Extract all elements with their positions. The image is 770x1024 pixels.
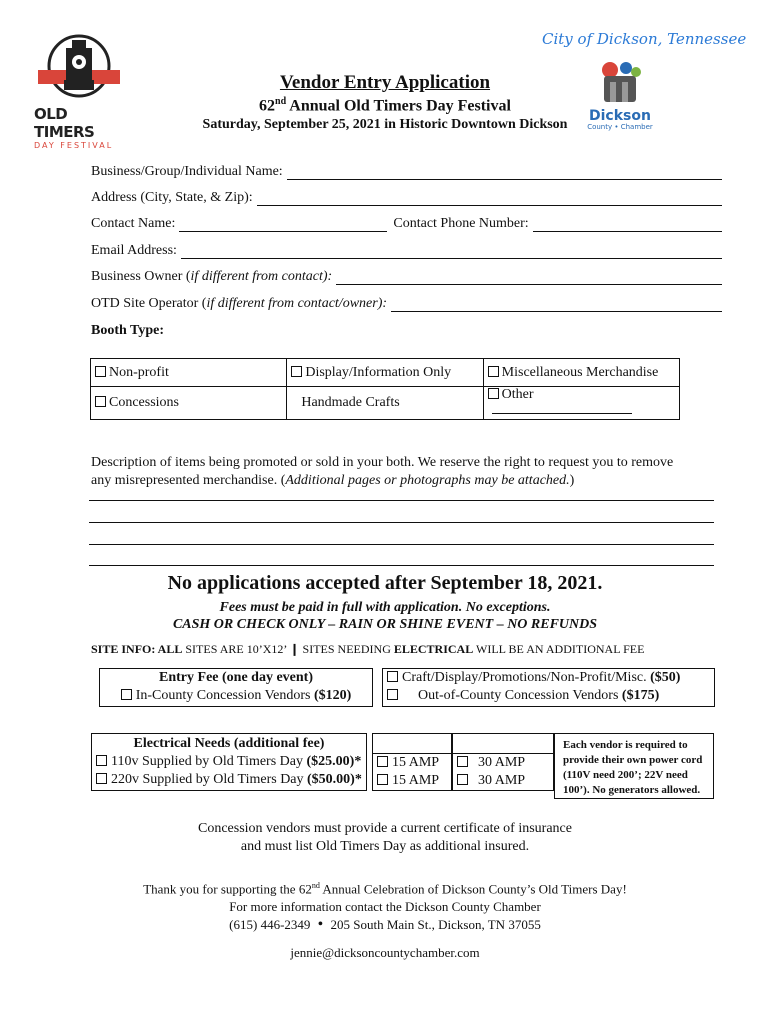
checkbox-icon[interactable] <box>377 756 388 767</box>
booth-display[interactable]: Display/Information Only <box>287 359 483 387</box>
checkbox-icon[interactable] <box>457 756 468 767</box>
booth-handmade[interactable]: Handmade Crafts <box>287 387 483 420</box>
contact-name-label: Contact Name: <box>91 216 176 231</box>
site-operator-label: OTD Site Operator (if different from contact/owner): <box>91 296 388 311</box>
description-line[interactable] <box>89 565 714 566</box>
booth-concessions[interactable]: Concessions <box>91 387 287 420</box>
checkbox-icon[interactable] <box>457 774 468 785</box>
checkbox-icon[interactable] <box>96 773 107 784</box>
110v-option[interactable]: 110v Supplied by Old Timers Day ($25.00)* <box>92 753 366 771</box>
checkbox-icon[interactable] <box>291 366 302 377</box>
footer-info: For more information contact the Dickson County Chamber <box>229 899 541 914</box>
footer-email[interactable]: jennie@dicksoncountychamber.com <box>290 945 480 960</box>
amp-15-220[interactable]: 15 AMP <box>373 772 451 790</box>
checkbox-icon[interactable] <box>387 671 398 682</box>
site-operator-field[interactable] <box>91 294 722 312</box>
checkbox-icon[interactable] <box>96 755 107 766</box>
footer-contact <box>0 916 770 934</box>
checkbox-icon[interactable] <box>387 689 398 700</box>
contact-name-input[interactable] <box>179 217 387 232</box>
business-owner-field[interactable] <box>91 267 722 285</box>
insurance-notice: Concession vendors must provide a current certificate of insurance and must list Old Timers Day as additional insured. <box>198 821 572 854</box>
booth-type-table <box>90 358 680 420</box>
amp-30-110[interactable]: 30 AMP <box>453 754 553 772</box>
business-owner-label: Business Owner (if different from contact): <box>91 269 333 284</box>
fees-notice: Fees must be paid in full with application. No exceptions. CASH OR CHECK ONLY – RAIN OR SHINE EVENT – NO REFUNDS <box>172 600 598 632</box>
city-script: City of Dickson, Tennessee <box>542 30 747 48</box>
description-text: Description of items being promoted or sold in your both. We reserve the right to request you to remove any misrepresented merchandise. (Additional pages or photographs may be attached.) <box>91 455 674 488</box>
business-name-label: Business/Group/Individual Name: <box>91 164 283 179</box>
deadline-headline: No applications accepted after September 18, 2021. <box>167 572 603 594</box>
entry-fee-box <box>99 668 373 707</box>
logo-title: OLD TIMERS <box>34 105 95 141</box>
amp-30-box <box>452 733 554 791</box>
electrical-heading: Electrical Needs (additional fee) <box>133 736 325 751</box>
logo-subtitle: DAY FESTIVAL <box>34 141 114 150</box>
vendor-fee-box <box>382 668 715 707</box>
checkbox-icon[interactable] <box>121 689 132 700</box>
checkbox-icon[interactable] <box>95 396 106 407</box>
footer-phone: (615) 446-2349 <box>229 917 311 932</box>
chamber-name: Dickson <box>589 108 651 124</box>
booth-type-label: Booth Type: <box>91 323 164 338</box>
email-field[interactable] <box>91 241 722 259</box>
address-field[interactable] <box>91 188 722 206</box>
amp-30-220[interactable]: 30 AMP <box>453 772 553 790</box>
electrical-box <box>91 733 367 791</box>
contact-row <box>91 214 722 232</box>
220v-option[interactable]: 220v Supplied by Old Timers Day ($50.00)* <box>92 771 366 789</box>
description-line[interactable] <box>89 500 714 501</box>
amp-15-box <box>372 733 452 791</box>
festival-subtitle: 62nd Annual Old Timers Day Festival <box>259 96 511 115</box>
booth-other[interactable]: Other <box>483 387 679 420</box>
checkbox-icon[interactable] <box>377 774 388 785</box>
site-info: SITE INFO: ALL SITES ARE 10’X12’ ❙ SITES NEEDING ELECTRICAL WILL BE AN ADDITIONAL FEE <box>91 642 645 656</box>
checkbox-icon[interactable] <box>95 366 106 377</box>
outcounty-option[interactable]: Out-of-County Concession Vendors ($175) <box>383 687 714 704</box>
address-label: Address (City, State, & Zip): <box>91 190 253 205</box>
craft-option[interactable]: Craft/Display/Promotions/Non-Profit/Misc. ($50) <box>383 669 714 687</box>
power-cord-note: Each vendor is required to provide their own power cord (110V need 200’; 22V need 100’). No generators allowed. <box>554 733 714 799</box>
footer-thanks: Thank you for supporting the 62nd Annual Celebration of Dickson County’s Old Timers Day! <box>143 881 627 897</box>
amp-15-110[interactable]: 15 AMP <box>373 754 451 772</box>
entry-fee-heading: Entry Fee (one day event) <box>159 670 313 685</box>
description-line[interactable] <box>89 544 714 545</box>
contact-phone-label: Contact Phone Number: <box>393 216 529 231</box>
email-label: Email Address: <box>91 243 177 258</box>
bullet-icon: • <box>317 916 324 933</box>
checkbox-icon[interactable] <box>488 388 499 399</box>
chamber-subtitle: County • Chamber <box>587 123 653 131</box>
contact-phone-input[interactable] <box>533 217 722 232</box>
checkbox-icon[interactable] <box>488 366 499 377</box>
business-name-field[interactable] <box>91 162 722 180</box>
footer-address: 205 South Main St., Dickson, TN 37055 <box>330 917 541 932</box>
booth-nonprofit[interactable]: Non-profit <box>91 359 287 387</box>
page-title: Vendor Entry Application <box>279 72 491 93</box>
festival-date: Saturday, September 25, 2021 in Historic Downtown Dickson <box>202 117 568 132</box>
incounty-option[interactable]: In-County Concession Vendors ($120) <box>100 687 372 704</box>
description-line[interactable] <box>89 522 714 523</box>
booth-misc[interactable]: Miscellaneous Merchandise <box>483 359 679 387</box>
